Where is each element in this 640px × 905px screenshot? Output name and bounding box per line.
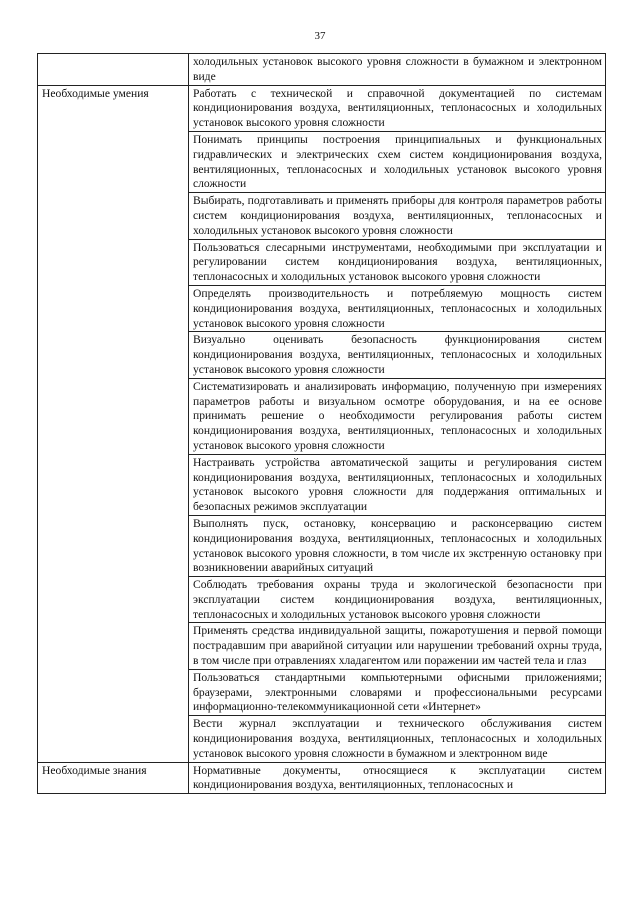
skill-item: Выполнять пуск, остановку, консервацию и расконсервацию систем кондиционирования воздуха, вентиляционных, теплонасосных и холодильных установок высокого уровня сложности, в том числе их экстренную остановку при возникновении аварийных ситуаций [189,515,606,576]
skill-item: Вести журнал эксплуатации и технического обслуживания систем кондиционирования воздуха, вентиляционных, теплонасосных и холодильных установок высокого уровня сложности в бумажном и электронном виде [189,716,606,762]
skill-item: Систематизировать и анализировать информацию, полученную при измерениях параметров работы и визуальном осмотре оборудования, и на ее основе принимать решение о необходимости регулирования работы систем кондиционирования воздуха, вентиляционных, теплонасосных и холодильных установок высокого уровня сложности [189,378,606,454]
skill-item: Понимать принципы построения принципиальных и функциональных гидравлических и электрических схем систем кондиционирования воздуха, вентиляционных, теплонасосных и холодильных установок высокого уровня сложности [189,131,606,192]
page-number: 37 [314,30,326,42]
table-row-continued [38,54,606,86]
skill-item: Соблюдать требования охраны труда и экологической безопасности при эксплуатации систем кондиционирования воздуха, вентиляционных, теплонасосных и холодильных установок высокого уровня сложности [189,577,606,623]
row-label-empty [38,54,189,86]
requirements-table-body [38,54,606,794]
table-row [38,85,606,131]
requirements-table [37,53,606,794]
requirement-text: холодильных установок высокого уровня сложности в бумажном и электронном виде [189,54,606,86]
knowledge-item: Нормативные документы, относящиеся к эксплуатации систем кондиционирования воздуха, вентиляционных, теплонасосных и [189,762,606,794]
skill-item: Настраивать устройства автоматической защиты и регулирования систем кондиционирования воздуха, вентиляционных, теплонасосных и холодильных установок высокого уровня сложности для поддержания оптимальных и безопасных режимов эксплуатации [189,454,606,515]
skill-item: Работать с технической и справочной документацией по системам кондиционирования воздуха, вентиляционных, теплонасосных и холодильных установок высокого уровня сложности [189,85,606,131]
skill-item: Выбирать, подготавливать и применять приборы для контроля параметров работы систем кондиционирования воздуха, вентиляционных, теплонасосных и холодильных установок высокого уровня сложности [189,193,606,239]
skill-item: Пользоваться стандартными компьютерными офисными приложениями; браузерами, электронными словарями и профессиональными ресурсами информационно-телекоммуникационной сети «Интернет» [189,669,606,715]
section-label-knowledge: Необходимые знания [38,762,189,794]
table-row [38,762,606,794]
section-label-skills: Необходимые умения [38,85,189,762]
skill-item: Пользоваться слесарными инструментами, необходимыми при эксплуатации и регулировании систем кондиционирования воздуха, вентиляционных, теплонасосных и холодильных установок высокого уровня сложности [189,239,606,285]
skill-item: Визуально оценивать безопасность функционирования систем кондиционирования воздуха, вентиляционных, теплонасосных и холодильных установок высокого уровня сложности [189,332,606,378]
skill-item: Применять средства индивидуальной защиты, пожаротушения и первой помощи пострадавшим при аварийной ситуации или нарушении требований охрны труда, в том числе при отравлениях хладагентом или поражении им частей тела и глаз [189,623,606,669]
skill-item: Определять производительность и потребляемую мощность систем кондиционирования воздуха, вентиляционных, теплонасосных и холодильных установок высокого уровня сложности [189,285,606,331]
